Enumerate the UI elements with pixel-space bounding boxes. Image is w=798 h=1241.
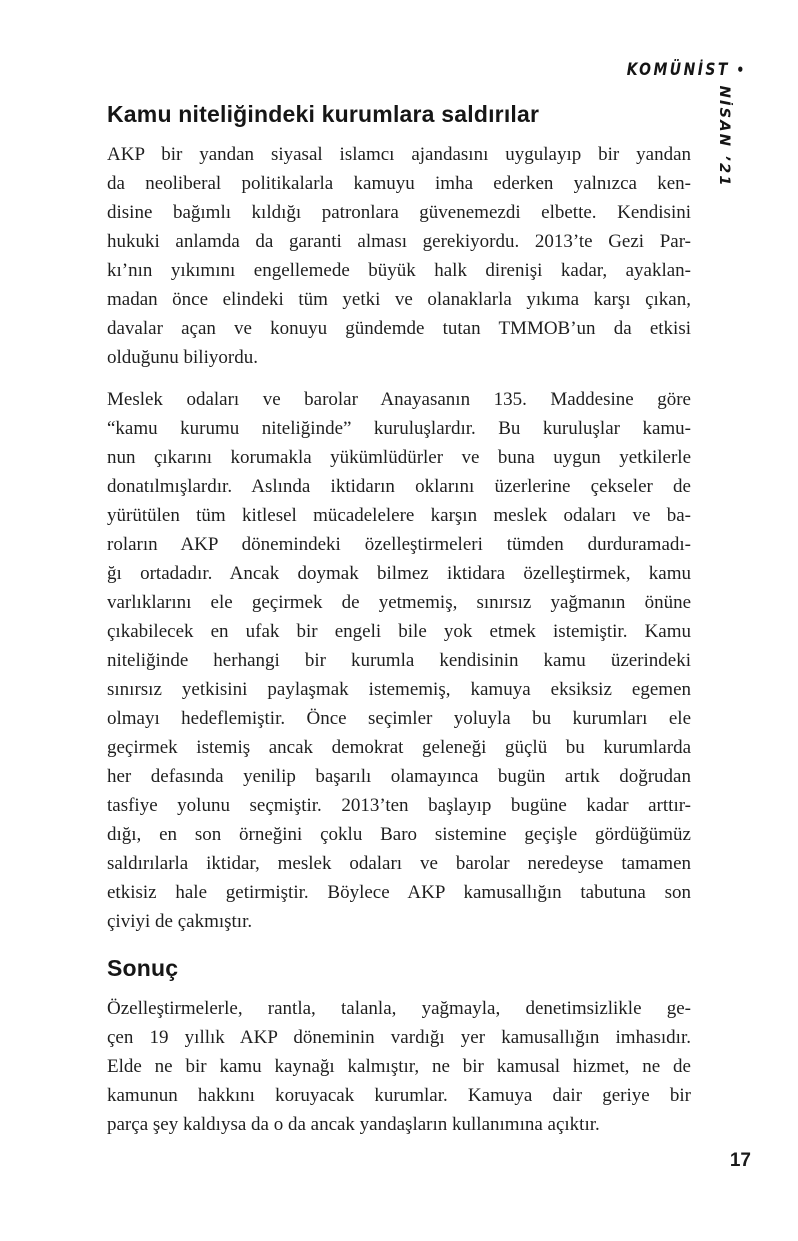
text-line: “kamu kurumu niteliğinde” kuruluşlardır. Bu kuruluşlar kamu- <box>107 418 691 439</box>
magazine-title: KOMÜNİST <box>626 60 730 80</box>
text-line: çıkabilecek en ufak bir engeli bile yok etmek istemiştir. Kamu <box>107 621 691 642</box>
section-conclusion <box>107 954 691 1139</box>
text-line: dığı, en son örneğini çoklu Baro sistemine geçişle gördüğümüz <box>107 824 691 845</box>
text-line: nun çıkarını korumakla yükümlüdürler ve buna uygun yetkilerle <box>107 447 691 468</box>
text-line: olduğunu biliyordu. <box>107 347 258 368</box>
text-line: donatılmışlardır. Aslında iktidarın oklarını üzerlerine çekseler de <box>107 476 691 497</box>
text-line: her defasında yenilip başarılı olamayınca bugün artık doğrudan <box>107 766 691 787</box>
text-line: da neoliberal politikalarla kamuyu imha ederken yalnızca ken- <box>107 173 691 194</box>
text-line: etkisiz hale getirmiştir. Böylece AKP kamusallığın tabutuna son <box>107 882 691 903</box>
text-line: davalar açan ve konuyu gündemde tutan TMMOB’un da etkisi <box>107 318 691 339</box>
text-line: çiviyi de çakmıştır. <box>107 911 253 932</box>
text-line: tasfiye yolunu seçmiştir. 2013’ten başlayıp bugüne kadar arttır- <box>107 795 691 816</box>
text-line: kamunun hakkını koruyacak kurumlar. Kamuya dair geriye bir <box>107 1085 691 1106</box>
text-line: parça şey kaldıysa da o da ancak yandaşların kullanımına açıktır. <box>107 1114 600 1135</box>
text-line: çen 19 yıllık AKP döneminin vardığı yer kamusallığın imhasıdır. <box>107 1027 691 1048</box>
text-line: Elde ne bir kamu kaynağı kalmıştır, ne bir kamusal hizmet, ne de <box>107 1056 691 1077</box>
bullet-icon: • <box>736 61 744 79</box>
text-line: disine bağımlı kıldığı patronlara güvenemezdi elbette. Kendisini <box>107 202 691 223</box>
text-line: Özelleştirmelerle, rantla, talanla, yağmayla, denetimsizlikle ge- <box>107 998 691 1019</box>
paragraph <box>107 385 691 936</box>
text-line: varlıklarını ele geçirmek de yetmemiş, sınırsız yağmanın önüne <box>107 592 691 613</box>
text-line: niteliğinde herhangi bir kurumla kendisinin kamu üzerindeki <box>107 650 691 671</box>
text-line: hukuki anlamda da garanti alması gerekiyordu. 2013’te Gezi Par- <box>107 231 691 252</box>
article-column <box>107 100 691 1152</box>
text-line: Meslek odaları ve barolar Anayasanın 135. Maddesine göre <box>107 389 691 410</box>
text-line: olmayı hedeflemiştir. Önce seçimler yoluyla bu kurumları ele <box>107 708 691 729</box>
text-line: AKP bir yandan siyasal islamcı ajandasını uygulayıp bir yandan <box>107 144 691 165</box>
paragraph <box>107 994 691 1139</box>
text-line: madan önce elindeki tüm yetki ve olanaklarla yıkıma karşı çıkan, <box>107 289 691 310</box>
page-number: 17 <box>729 1150 751 1171</box>
text-line: ğı ortadadır. Ancak doymak bilmez iktidara özelleştirmek, kamu <box>107 563 691 584</box>
text-line: kı’nın yıkımını engellemede büyük halk direnişi kadar, ayaklan- <box>107 260 691 281</box>
masthead <box>627 60 744 80</box>
section-attacks <box>107 100 691 936</box>
text-line: yürütülen tüm kitlesel mücadelelere karşın meslek odaları ve ba- <box>107 505 691 526</box>
issue-date-vertical: NİSAN ’21 <box>716 85 732 188</box>
paragraph <box>107 140 691 372</box>
text-line: saldırılarla iktidar, meslek odaları ve barolar neredeyse tamamen <box>107 853 691 874</box>
text-line: geçirmek istemiş ancak demokrat geleneği güçlü bu kurumlarda <box>107 737 691 758</box>
section-heading: Sonuç <box>107 955 179 981</box>
text-line: roların AKP dönemindeki özelleştirmeleri tümden durduramadı- <box>107 534 691 555</box>
section-heading: Kamu niteliğindeki kurumlara saldırılar <box>107 101 540 127</box>
text-line: sınırsız yetkisini paylaşmak istememiş, kamuya eksiksiz egemen <box>107 679 691 700</box>
